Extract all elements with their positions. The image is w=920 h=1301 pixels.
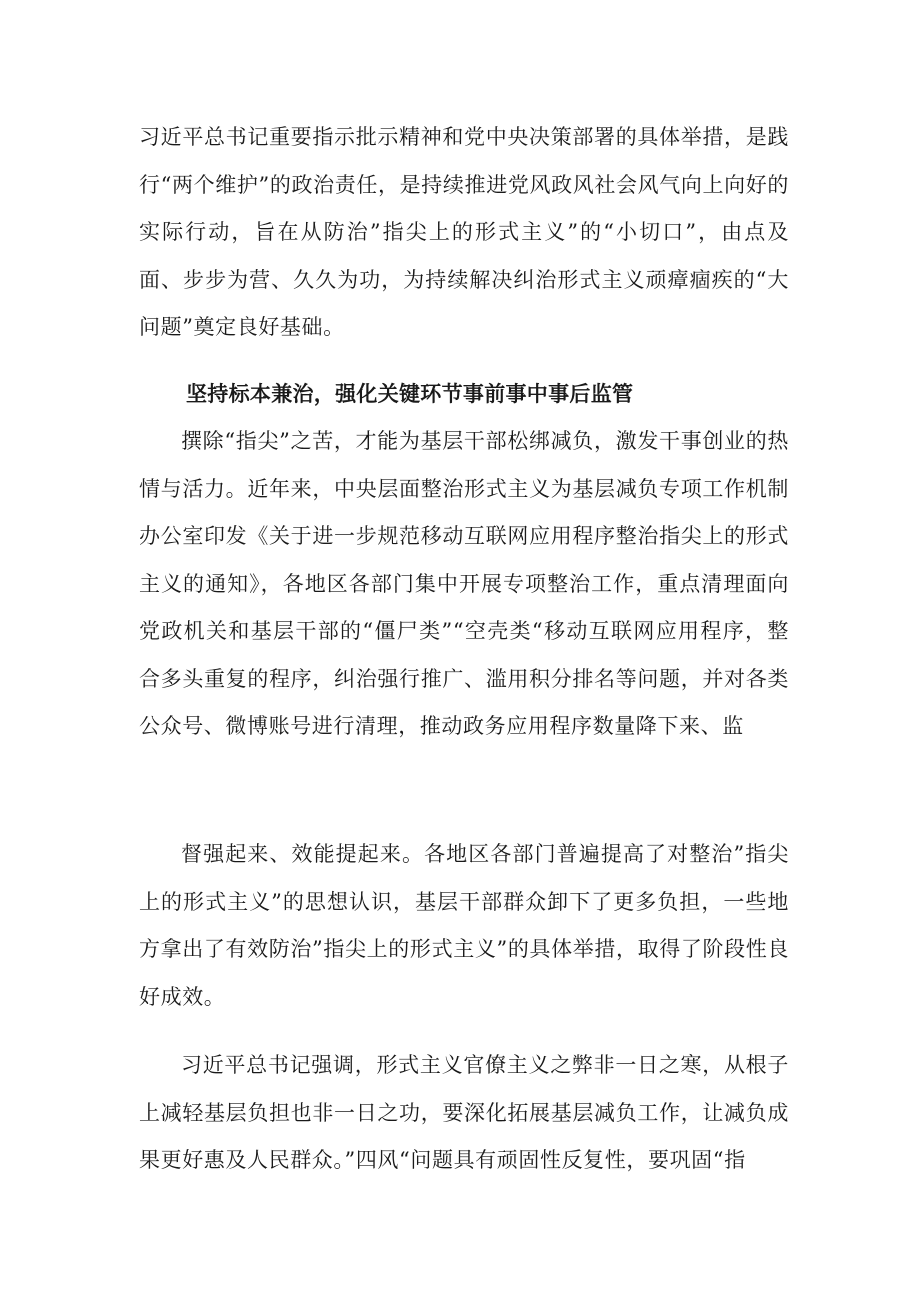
section-heading: 坚持标本兼治，强化关键环节事前事中事后监管: [186, 382, 634, 406]
paragraph-intro-continuation: 习近平总书记重要指示批示精神和党中央决策部署的具体举措，是践行“两个维护”的政治责任，是持续推进党风政风社会风气向上向好的实际行动，旨在从防治”指尖上的形式主义”的“小切口”，由点及面、步步为营、久久为功，为持续解决纠治形式主义顽瘴痼疾的“大问题”奠定良好基础。: [139, 125, 789, 339]
paragraph-special-rectification: 撰除“指尖”之苦，才能为基层干部松绑减负，激发干事创业的热情与活力。近年来，中央层面整治形式主义为基层减负专项工作机制办公室印发《关于进一步规范移动互联网应用程序整治指尖上的形式主义的通知》，各地区各部门集中开展专项整治工作，重点清理面向党政机关和基层干部的“僵尸类”“空壳类“移动互联网应用程序，整合多头重复的程序，纠治强行推广、滥用积分排名等问题，并对各类公众号、微博账号进行清理，推动政务应用程序数量降下来、监: [139, 429, 789, 738]
paragraph-results: 督强起来、效能提起来。各地区各部门普遍提高了对整治”指尖上的形式主义”的思想认识，基层干部群众卸下了更多负担，一些地方拿出了有效防治”指尖上的形式主义”的具体举措，取得了阶段性良好成效。: [139, 842, 789, 1009]
paragraph-xi-emphasis: 习近平总书记强调，形式主义官僚主义之弊非一日之寒，从根子上减轻基层负担也非一日之功，要深化拓展基层减负工作，让减负成果更好惠及人民群众。”四风“问题具有顽固性反复性，要巩固“指: [139, 1053, 789, 1172]
